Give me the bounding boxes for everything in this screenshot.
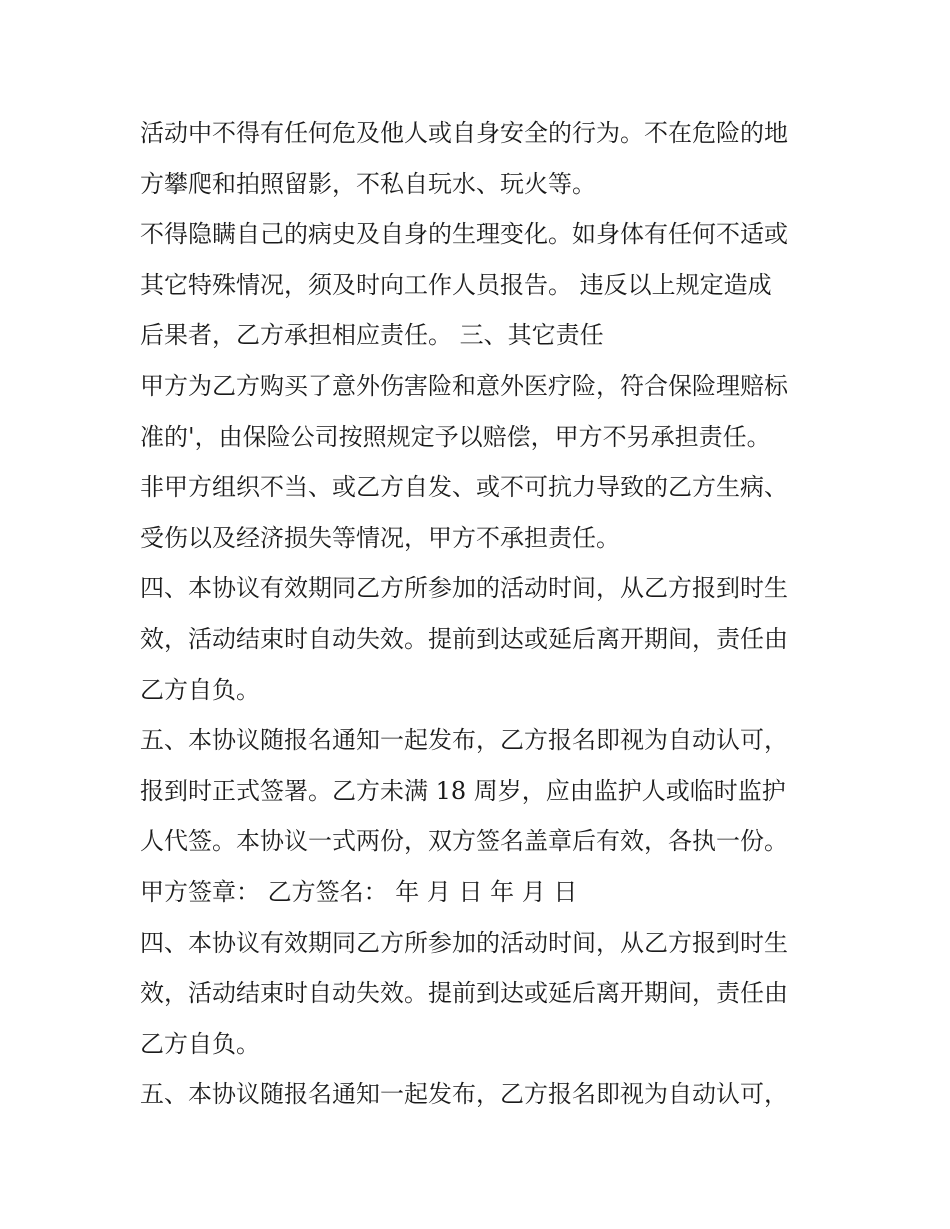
text-line: 方攀爬和拍照留影，不私自玩水、玩火等。 bbox=[140, 169, 596, 198]
text-line: 乙方自负。 bbox=[140, 675, 260, 704]
text-line: 效，活动结束时自动失效。提前到达或延后离开期间，责任由 bbox=[140, 979, 788, 1008]
text-line: 后果者，乙方承担相应责任。 三、其它责任 bbox=[140, 321, 604, 350]
signature-line: 甲方签章： 乙方签名： 年 月 日 年 月 日 bbox=[140, 877, 578, 906]
text-line: 受伤以及经济损失等情况，甲方不承担责任。 bbox=[140, 523, 620, 552]
text-line: 甲方为乙方购买了意外伤害险和意外医疗险，符合保险理赔标 bbox=[140, 371, 788, 400]
text-line: 乙方自负。 bbox=[140, 1029, 260, 1058]
text-line: 活动中不得有任何危及他人或自身安全的行为。不在危险的地 bbox=[140, 119, 788, 147]
document-body bbox=[140, 108, 820, 1120]
text-line: 五、本协议随报名通知一起发布，乙方报名即视为自动认可， bbox=[140, 726, 788, 755]
text-line: 准的'，由保险公司按照规定予以赔偿，甲方不另承担责任。 bbox=[140, 422, 771, 451]
text-line: 效，活动结束时自动失效。提前到达或延后离开期间，责任由 bbox=[140, 624, 788, 653]
text-line: 人代签。本协议一式两份，双方签名盖章后有效，各执一份。 bbox=[140, 827, 788, 856]
text-line: 四、本协议有效期同乙方所参加的活动时间，从乙方报到时生 bbox=[140, 928, 788, 957]
text-line: 其它特殊情况，须及时向工作人员报告。 违反以上规定造成 bbox=[140, 270, 772, 299]
text-line: 四、本协议有效期同乙方所参加的活动时间，从乙方报到时生 bbox=[140, 574, 788, 603]
text-line: 非甲方组织不当、或乙方自发、或不可抗力导致的乙方生病、 bbox=[140, 473, 788, 502]
text-line: 不得隐瞒自己的病史及自身的生理变化。如身体有任何不适或 bbox=[140, 220, 788, 249]
text-line: 五、本协议随报名通知一起发布，乙方报名即视为自动认可， bbox=[140, 1080, 788, 1109]
text-line: 报到时正式签署。乙方未满 18 周岁，应由监护人或临时监护 bbox=[140, 776, 786, 805]
